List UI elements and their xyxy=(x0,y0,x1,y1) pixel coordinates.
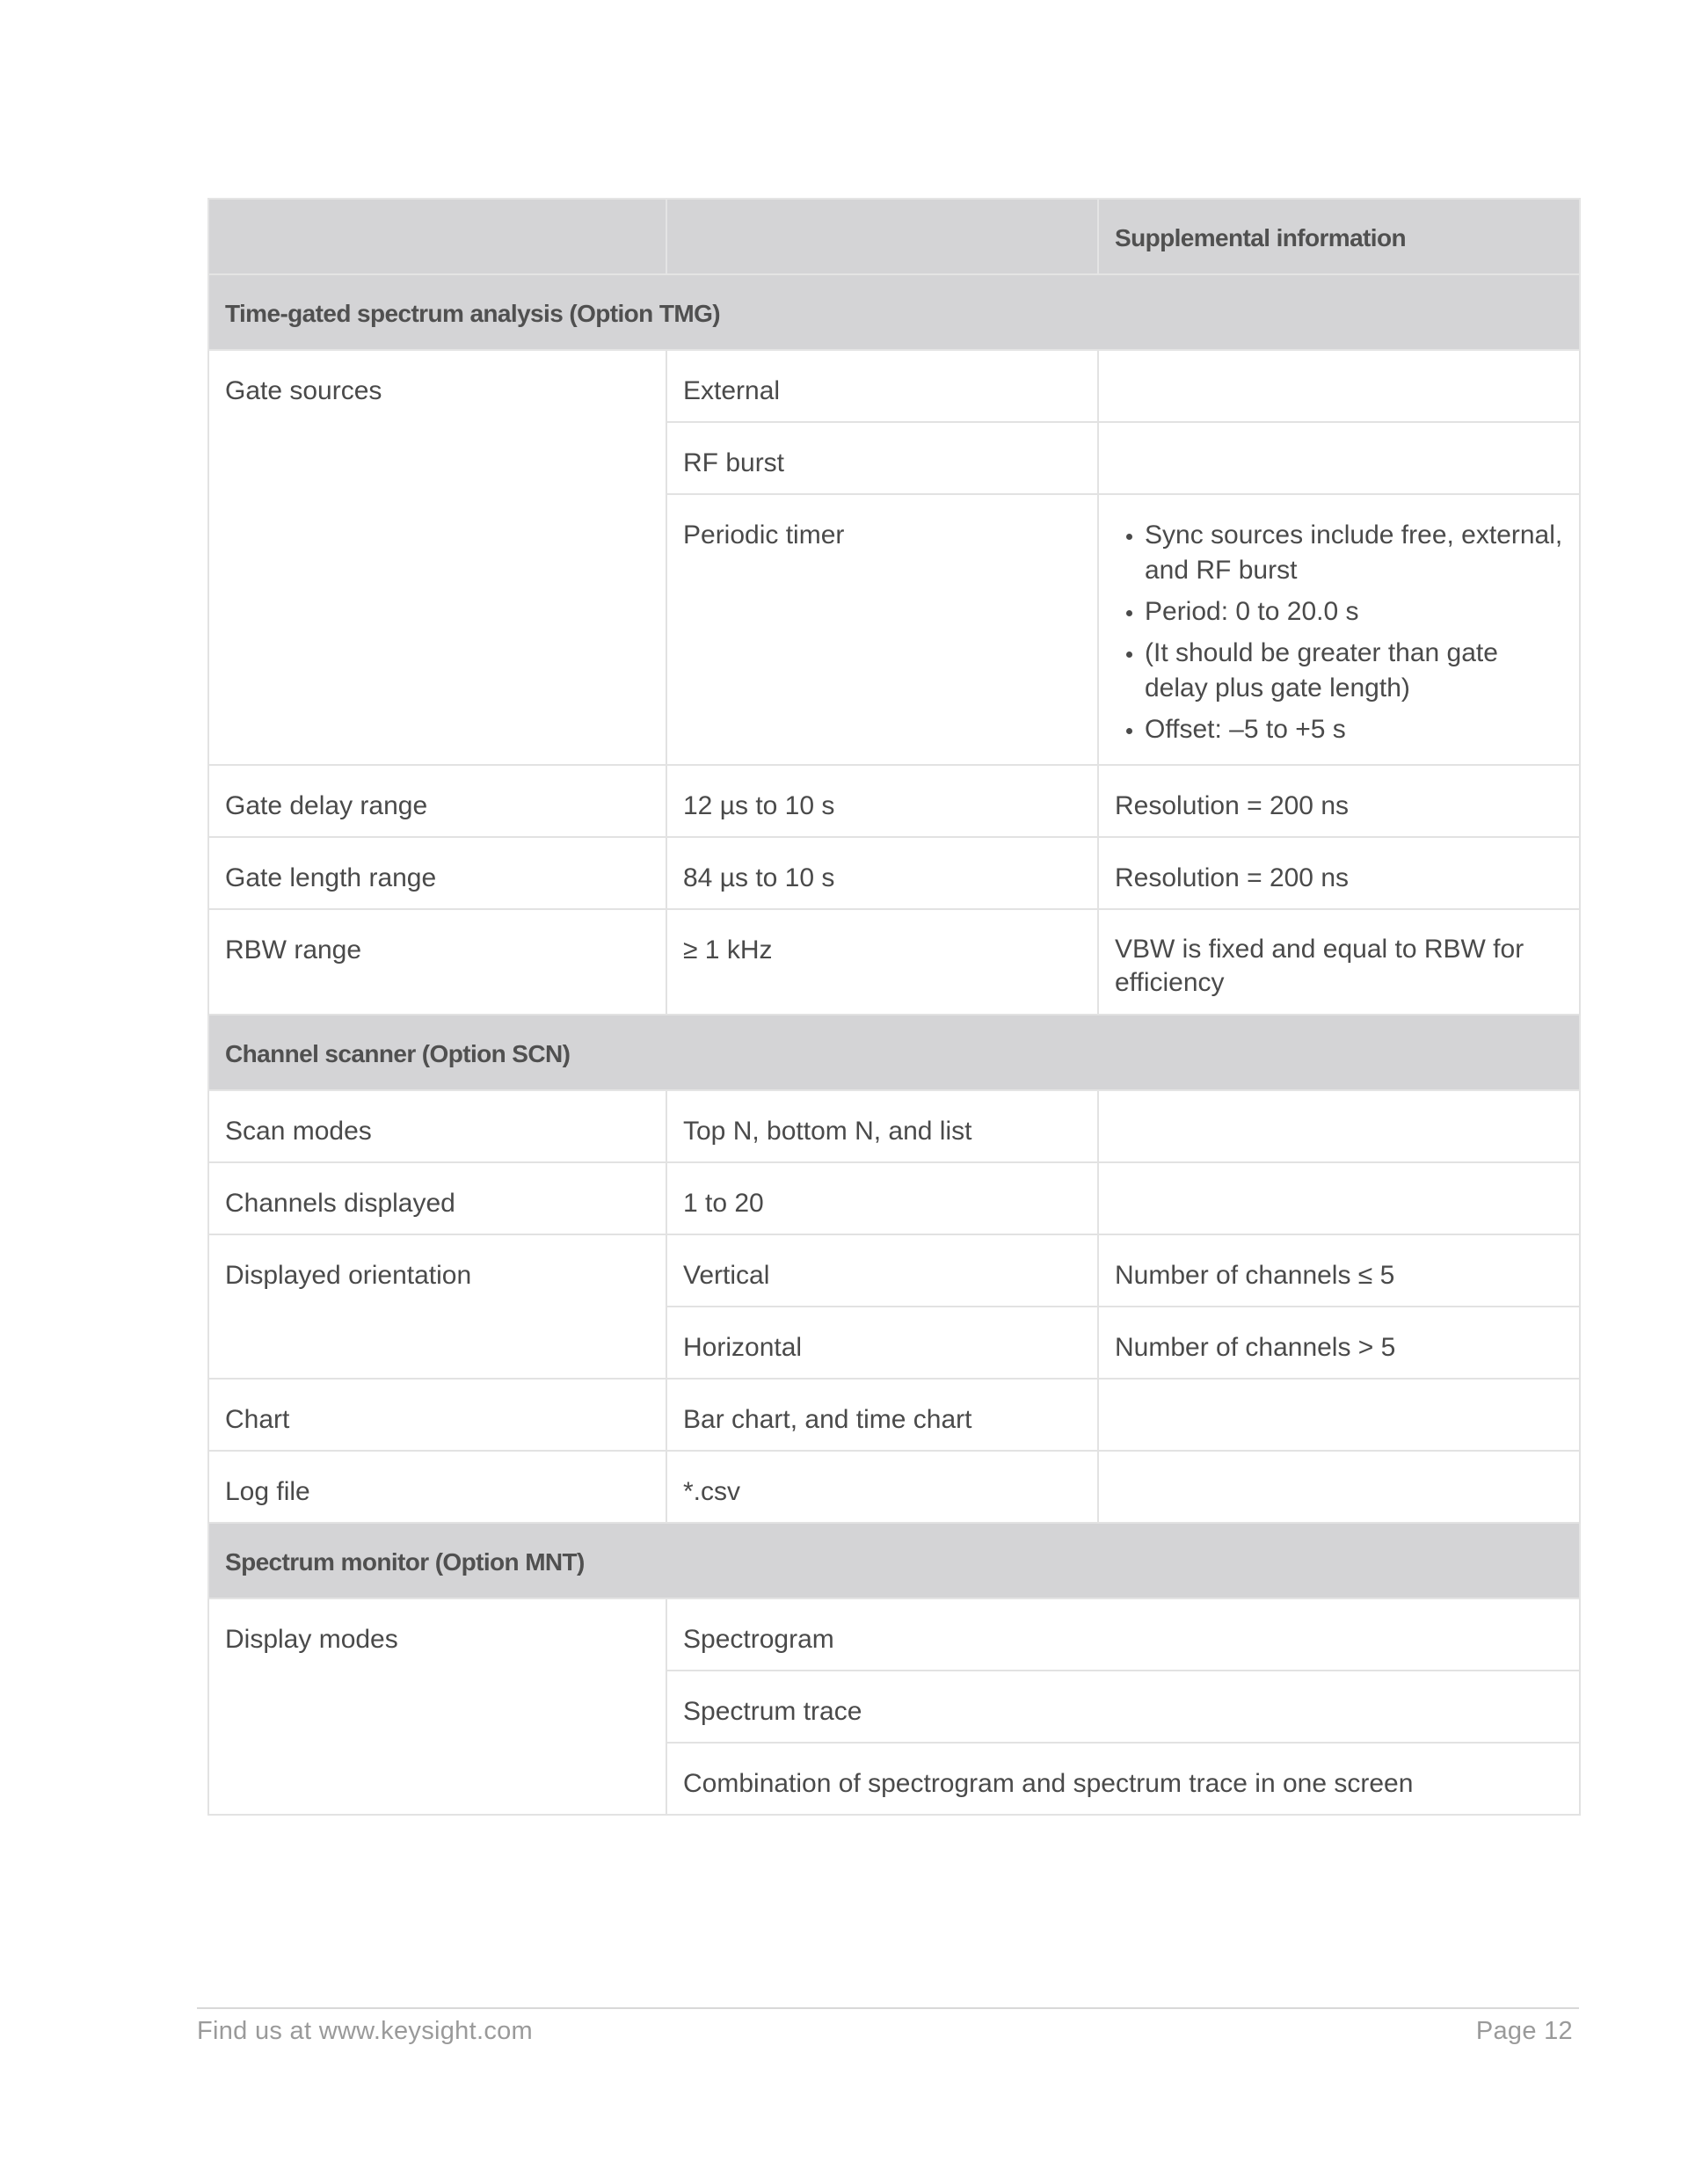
row-label: Gate length range xyxy=(208,837,666,909)
row-info: VBW is fixed and equal to RBW for efficiency xyxy=(1098,909,1580,1015)
row-label: Display modes xyxy=(208,1598,666,1815)
note-item: • Sync sources include free, external, and RF burst xyxy=(1145,518,1563,588)
row-value: ≥ 1 kHz xyxy=(666,909,1098,1015)
row-value: Horizontal xyxy=(666,1307,1098,1379)
section-title: Spectrum monitor (Option MNT) xyxy=(208,1523,1580,1598)
row-value: Top N, bottom N, and list xyxy=(666,1090,1098,1162)
row-label: Log file xyxy=(208,1451,666,1523)
note-item: • Period: 0 to 20.0 s xyxy=(1145,594,1563,630)
row-value: Periodic timer xyxy=(666,494,1098,765)
note-item: • Offset: –5 to +5 s xyxy=(1145,712,1563,747)
row-info: Resolution = 200 ns xyxy=(1098,837,1580,909)
row-value: Vertical xyxy=(666,1234,1098,1307)
page-number: Page 12 xyxy=(1475,2017,1573,2045)
section-title: Channel scanner (Option SCN) xyxy=(208,1015,1580,1090)
row-label: Channels displayed xyxy=(208,1162,666,1234)
footer-website: Find us at www.keysight.com xyxy=(197,2017,534,2045)
row-value: Spectrogram xyxy=(666,1598,1580,1671)
row-value: 84 µs to 10 s xyxy=(666,837,1098,909)
footer-divider xyxy=(197,2007,1579,2009)
row-value: External xyxy=(666,350,1098,422)
periodic-notes xyxy=(1098,494,1580,765)
row-label: RBW range xyxy=(208,909,666,1015)
row-label: Gate sources xyxy=(208,350,666,765)
row-label: Gate delay range xyxy=(208,765,666,837)
spec-table xyxy=(207,198,1581,1816)
row-label: Scan modes xyxy=(208,1090,666,1162)
row-info: Number of channels > 5 xyxy=(1098,1307,1580,1379)
row-value: Bar chart, and time chart xyxy=(666,1379,1098,1451)
row-value: Combination of spectrogram and spectrum trace in one screen xyxy=(666,1743,1580,1815)
row-info: Resolution = 200 ns xyxy=(1098,765,1580,837)
row-value: Spectrum trace xyxy=(666,1671,1580,1743)
section-title: Time-gated spectrum analysis (Option TMG) xyxy=(208,274,1580,350)
row-value: *.csv xyxy=(666,1451,1098,1523)
row-label: Displayed orientation xyxy=(208,1234,666,1379)
note-item: • (It should be greater than gate delay plus gate length) xyxy=(1145,636,1563,706)
row-value: 12 µs to 10 s xyxy=(666,765,1098,837)
row-value: 1 to 20 xyxy=(666,1162,1098,1234)
header-supplemental: Supplemental information xyxy=(1098,199,1580,274)
row-info: Number of channels ≤ 5 xyxy=(1098,1234,1580,1307)
row-value: RF burst xyxy=(666,422,1098,494)
row-label: Chart xyxy=(208,1379,666,1451)
